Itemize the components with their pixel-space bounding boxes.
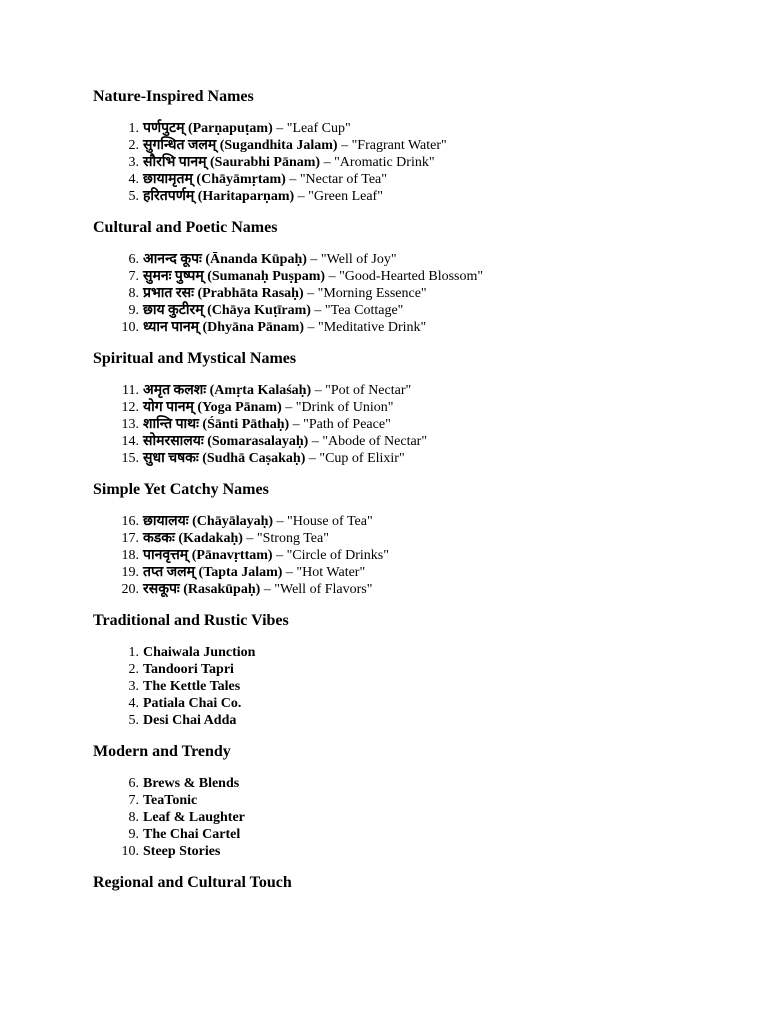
transliteration: (Chāya Kuṭīram) <box>207 303 311 318</box>
list-item <box>93 843 733 860</box>
shop-name: Tandoori Tapri <box>143 662 234 677</box>
list-item <box>93 809 733 826</box>
list-item <box>93 564 733 581</box>
list-item <box>93 416 733 433</box>
sanskrit-name: छाय कुटीरम् <box>143 303 204 318</box>
section-spiritual-mystical <box>93 348 733 467</box>
item-number: 12. <box>121 400 139 415</box>
item-number: 5. <box>128 189 139 204</box>
transliteration: (Dhyāna Pānam) <box>202 320 305 335</box>
name-list <box>93 120 733 205</box>
shop-name: Chaiwala Junction <box>143 645 256 660</box>
sanskrit-name: अमृत कलशः <box>143 383 207 398</box>
list-item <box>93 268 733 285</box>
section-heading: Spiritual and Mystical Names <box>93 350 297 367</box>
list-item <box>93 775 733 792</box>
list-item <box>93 792 733 809</box>
list-item <box>93 302 733 319</box>
meaning: "Hot Water" <box>296 565 366 580</box>
sanskrit-name: शान्ति पाथः <box>143 417 199 432</box>
section-heading: Nature-Inspired Names <box>93 88 254 105</box>
meaning: "Nectar of Tea" <box>299 172 387 187</box>
sanskrit-name: आनन्द कूपः <box>143 252 202 267</box>
shop-name: Desi Chai Adda <box>143 713 237 728</box>
list-item <box>93 188 733 205</box>
shop-name: Steep Stories <box>143 844 221 859</box>
sanskrit-name: सुमनः पुष्पम् <box>143 269 204 284</box>
sanskrit-name: छायालयः <box>143 514 189 529</box>
separator: – <box>294 189 309 204</box>
item-number: 10. <box>121 320 139 335</box>
separator: – <box>310 303 325 318</box>
section-heading: Modern and Trendy <box>93 743 231 760</box>
item-number: 14. <box>121 434 139 449</box>
section-cultural-poetic <box>93 217 733 336</box>
list-item <box>93 644 733 661</box>
sanskrit-name: पानवृत्तम् <box>143 548 189 563</box>
shop-name: Patiala Chai Co. <box>143 696 242 711</box>
section-heading: Traditional and Rustic Vibes <box>93 612 289 629</box>
item-number: 3. <box>128 155 139 170</box>
item-number: 6. <box>128 776 139 791</box>
name-list <box>93 382 733 467</box>
sanskrit-name: कडकः <box>143 531 175 546</box>
sanskrit-name: प्रभात रसः <box>143 286 194 301</box>
name-list <box>93 251 733 336</box>
sanskrit-name: सुगन्धित जलम् <box>143 138 217 153</box>
meaning: "Tea Cottage" <box>324 303 404 318</box>
transliteration: (Śānti Pāthaḥ) <box>202 417 290 432</box>
separator: – <box>303 286 318 301</box>
item-number: 7. <box>128 269 139 284</box>
list-item <box>93 433 733 450</box>
item-number: 11. <box>122 383 139 398</box>
sanskrit-name: रसकूपः <box>143 582 180 597</box>
document-page <box>93 86 733 906</box>
separator: – <box>311 383 326 398</box>
transliteration: (Sugandhita Jalam) <box>219 138 338 153</box>
sanskrit-name: तप्त जलम् <box>143 565 196 580</box>
transliteration: (Parṇapuṭam) <box>187 121 273 136</box>
separator: – <box>308 434 323 449</box>
sanskrit-name: पर्णपुटम् <box>143 121 185 136</box>
separator: – <box>305 451 320 466</box>
list-item <box>93 171 733 188</box>
item-number: 8. <box>128 810 139 825</box>
separator: – <box>273 514 288 529</box>
list-item <box>93 382 733 399</box>
section-regional-cultural <box>93 872 733 894</box>
item-number: 2. <box>128 662 139 677</box>
list-item <box>93 678 733 695</box>
separator: – <box>285 172 300 187</box>
meaning: "Cup of Elixir" <box>319 451 405 466</box>
meaning: "Pot of Nectar" <box>325 383 412 398</box>
name-list <box>93 513 733 598</box>
separator: – <box>260 582 275 597</box>
list-item <box>93 450 733 467</box>
meaning: "Strong Tea" <box>256 531 329 546</box>
sanskrit-name: छायामृतम् <box>143 172 193 187</box>
transliteration: (Sumanaḥ Puṣpam) <box>207 269 326 284</box>
transliteration: (Haritaparṇam) <box>197 189 295 204</box>
meaning: "Fragrant Water" <box>351 138 447 153</box>
sanskrit-name: सौरभि पानम् <box>143 155 207 170</box>
meaning: "Aromatic Drink" <box>334 155 435 170</box>
sanskrit-name: सोमरसालयः <box>143 434 204 449</box>
meaning: "Good-Hearted Blossom" <box>339 269 484 284</box>
section-simple-catchy <box>93 479 733 598</box>
separator: – <box>282 565 297 580</box>
item-number: 1. <box>128 121 139 136</box>
meaning: "Abode of Nectar" <box>322 434 428 449</box>
separator: – <box>337 138 352 153</box>
item-number: 6. <box>128 252 139 267</box>
meaning: "Leaf Cup" <box>286 121 351 136</box>
transliteration: (Tapta Jalam) <box>198 565 283 580</box>
meaning: "Drink of Union" <box>295 400 394 415</box>
item-number: 20. <box>121 582 139 597</box>
separator: – <box>325 269 340 284</box>
sanskrit-name: योग पानम् <box>143 400 194 415</box>
transliteration: (Kadakaḥ) <box>178 531 243 546</box>
name-list <box>93 775 733 860</box>
list-item <box>93 285 733 302</box>
name-list <box>93 644 733 729</box>
list-item <box>93 712 733 729</box>
meaning: "Morning Essence" <box>317 286 427 301</box>
transliteration: (Saurabhi Pānam) <box>210 155 321 170</box>
item-number: 4. <box>128 696 139 711</box>
item-number: 2. <box>128 138 139 153</box>
separator: – <box>242 531 257 546</box>
separator: – <box>320 155 335 170</box>
list-item <box>93 581 733 598</box>
item-number: 1. <box>128 645 139 660</box>
sanskrit-name: ध्यान पानम् <box>143 320 199 335</box>
separator: – <box>272 121 287 136</box>
meaning: "Meditative Drink" <box>318 320 427 335</box>
item-number: 15. <box>121 451 139 466</box>
transliteration: (Sudhā Caṣakaḥ) <box>202 451 306 466</box>
item-number: 13. <box>121 417 139 432</box>
sanskrit-name: सुधा चषकः <box>143 451 199 466</box>
section-heading: Regional and Cultural Touch <box>93 874 292 891</box>
transliteration: (Chāyālayaḥ) <box>192 514 274 529</box>
separator: – <box>306 252 321 267</box>
section-heading: Simple Yet Catchy Names <box>93 481 269 498</box>
item-number: 8. <box>128 286 139 301</box>
shop-name: The Chai Cartel <box>143 827 241 842</box>
item-number: 18. <box>121 548 139 563</box>
item-number: 7. <box>128 793 139 808</box>
list-item <box>93 137 733 154</box>
section-heading: Cultural and Poetic Names <box>93 219 278 236</box>
transliteration: (Prabhāta Rasaḥ) <box>197 286 304 301</box>
item-number: 16. <box>121 514 139 529</box>
item-number: 19. <box>121 565 139 580</box>
list-item <box>93 530 733 547</box>
item-number: 10. <box>121 844 139 859</box>
item-number: 4. <box>128 172 139 187</box>
meaning: "Well of Joy" <box>320 252 397 267</box>
item-number: 9. <box>128 303 139 318</box>
transliteration: (Chāyāmṛtam) <box>196 172 286 187</box>
section-modern-trendy <box>93 741 733 860</box>
meaning: "Green Leaf" <box>308 189 383 204</box>
item-number: 9. <box>128 827 139 842</box>
item-number: 5. <box>128 713 139 728</box>
list-item <box>93 319 733 336</box>
item-number: 3. <box>128 679 139 694</box>
shop-name: The Kettle Tales <box>143 679 241 694</box>
meaning: "House of Tea" <box>287 514 373 529</box>
separator: – <box>304 320 319 335</box>
list-item <box>93 251 733 268</box>
shop-name: TeaTonic <box>143 793 198 808</box>
list-item <box>93 661 733 678</box>
list-item <box>93 826 733 843</box>
transliteration: (Yoga Pānam) <box>197 400 282 415</box>
transliteration: (Amṛta Kalaśaḥ) <box>209 383 312 398</box>
separator: – <box>289 417 304 432</box>
meaning: "Path of Peace" <box>303 417 391 432</box>
section-nature-inspired <box>93 86 733 205</box>
transliteration: (Somarasalayaḥ) <box>207 434 309 449</box>
shop-name: Brews & Blends <box>143 776 240 791</box>
transliteration: (Ānanda Kūpaḥ) <box>205 252 307 267</box>
shop-name: Leaf & Laughter <box>143 810 245 825</box>
sanskrit-name: हरितपर्णम् <box>143 189 195 204</box>
meaning: "Circle of Drinks" <box>286 548 389 563</box>
list-item <box>93 120 733 137</box>
meaning: "Well of Flavors" <box>274 582 373 597</box>
separator: – <box>281 400 296 415</box>
section-traditional-rustic <box>93 610 733 729</box>
list-item <box>93 154 733 171</box>
transliteration: (Rasakūpaḥ) <box>183 582 261 597</box>
transliteration: (Pānavṛttam) <box>191 548 273 563</box>
list-item <box>93 399 733 416</box>
list-item <box>93 695 733 712</box>
list-item <box>93 513 733 530</box>
list-item <box>93 547 733 564</box>
item-number: 17. <box>121 531 139 546</box>
separator: – <box>272 548 287 563</box>
